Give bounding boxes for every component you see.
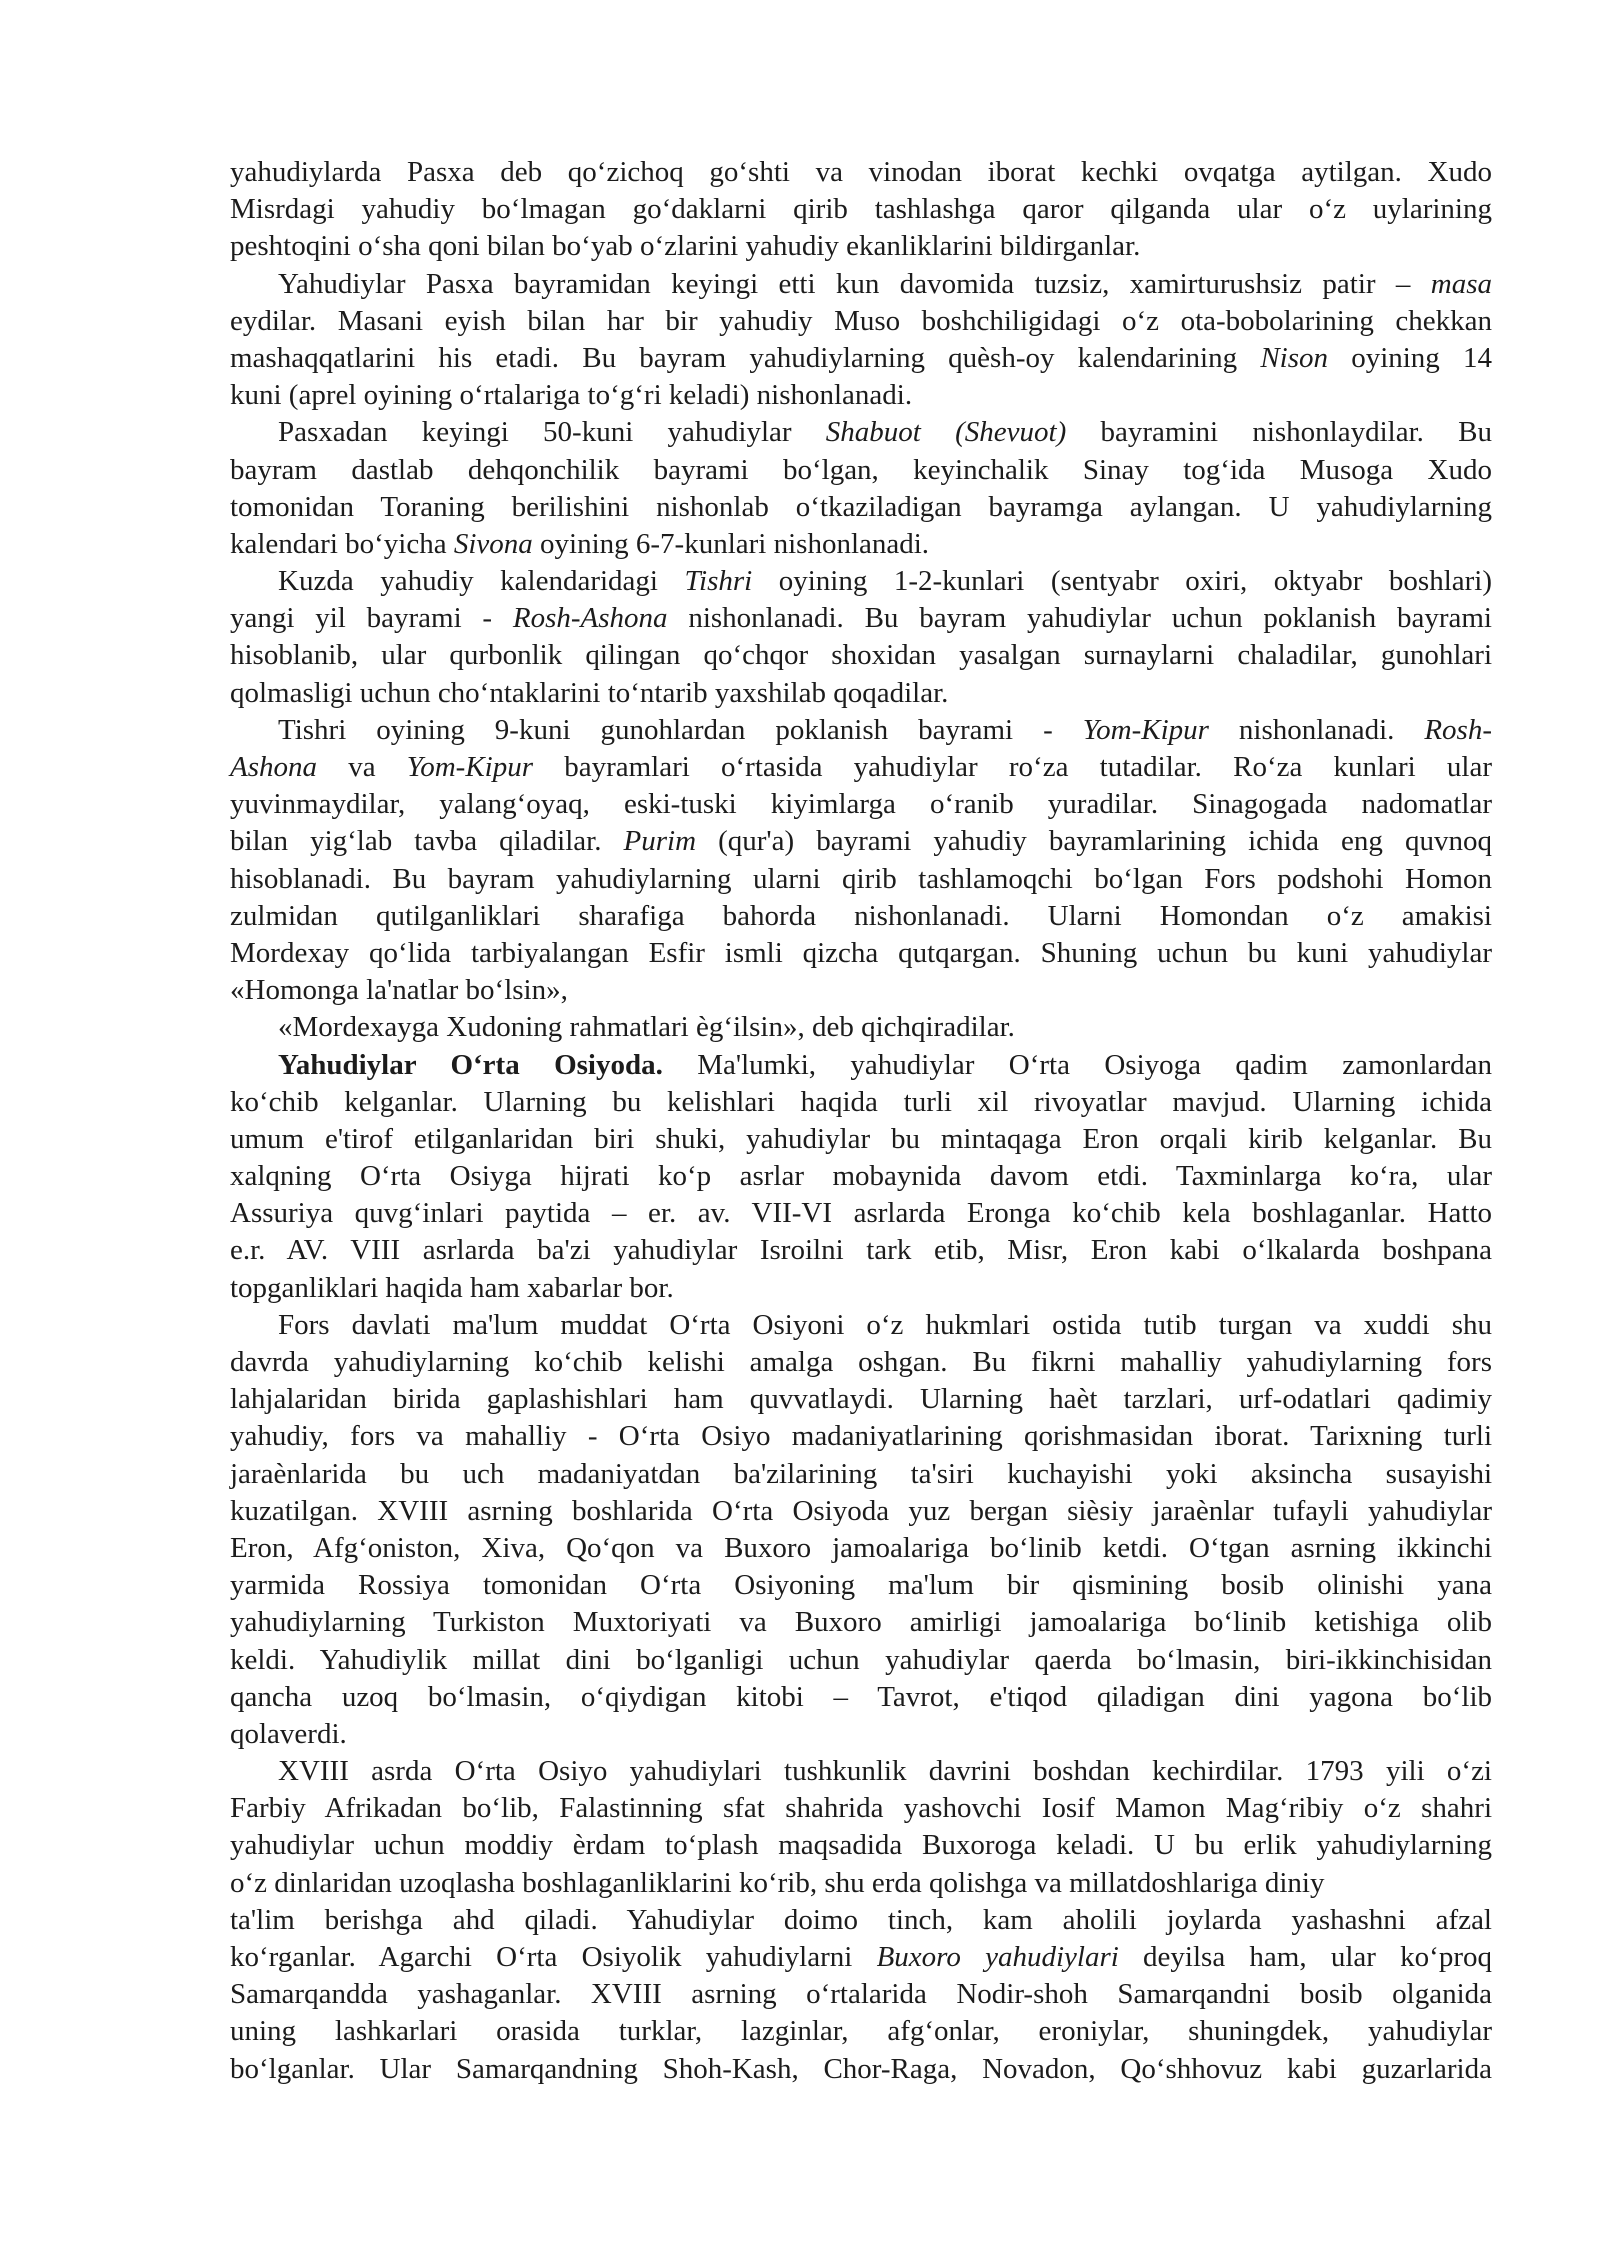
text-line	[230, 1121, 1492, 1158]
text-line	[230, 1418, 1492, 1455]
text-run: ko‘rganlar. Agarchi O‘rta Osiyolik yahudiylarni	[230, 1941, 877, 1973]
paragraph-first-line	[230, 266, 1492, 303]
text-line	[230, 1158, 1492, 1195]
text-run: umum e'tirof etilganlaridan biri shuki, yahudiylar bu mintaqaga Eron orqali kirib kelganlar. Bu	[230, 1122, 1492, 1155]
text-run: kuzatilgan. XVIII asrning boshlarida O‘rta Osiyoda yuz bergan sièsiy jaraènlar tufayli yahudiylar	[230, 1494, 1492, 1527]
text-line	[230, 1604, 1492, 1641]
text-line	[230, 1679, 1492, 1716]
text-line	[230, 1902, 1492, 1939]
text-line	[230, 303, 1492, 340]
text-run: Farbiy Afrikadan bo‘lib, Falastinning sfat shahrida yashovchi Iosif Mamon Mag‘ribiy o‘z shahri	[230, 1792, 1492, 1825]
text-line	[230, 823, 1492, 860]
text-run: Misrdagi yahudiy bo‘lmagan go‘daklarni qirib tashlashga qaror qilganda ular o‘z uylarining	[230, 193, 1492, 226]
text-run: davrda yahudiylarning ko‘chib kelishi amalga oshgan. Bu fikrni mahalliy yahudiylarning fors	[230, 1346, 1492, 1378]
text-run: hisoblanib, ular qurbonlik qilingan qo‘chqor shoxidan yasalgan surnaylarni chaladilar, gunohlari	[230, 639, 1492, 672]
text-line	[230, 898, 1492, 935]
text-run: yahudiylar uchun moddiy èrdam to‘plash maqsadida Buxoroga keladi. U bu erlik yahudiylarning	[230, 1829, 1492, 1862]
paragraph-first-line	[230, 1047, 1492, 1084]
text-run: kalendari bo‘yicha	[230, 527, 454, 560]
text-run: ko‘chib kelganlar. Ularning bu kelishlari haqida turli xil rivoyatlar mavjud. Ularning ichida	[230, 1085, 1492, 1118]
text-line	[230, 1530, 1492, 1567]
text-run: qolmasligi uchun cho‘ntaklarini to‘ntarib yaxshilab qoqadilar.	[230, 676, 949, 709]
text-run: qancha uzoq bo‘lmasin, o‘qiydigan kitobi – Tavrot, e'tiqod qiladigan dini yagona bo‘lib	[230, 1680, 1492, 1713]
text-run: zulmidan qutilganliklari sharafiga bahorda nishonlanadi. Ularni Homondan o‘z amakisi	[230, 899, 1492, 932]
text-line	[230, 340, 1492, 377]
text-run: «Homonga la'natlar bo‘lsin»,	[230, 974, 568, 1007]
text-run: lahjalaridan birida gaplashishlari ham quvvatlaydi. Ularning haèt tarzlari, urf-odatlari qadimiy	[230, 1383, 1492, 1416]
text-run: Fors davlati ma'lum muddat O‘rta Osiyoni o‘z hukmlari ostida tutib turgan va xuddi shu	[278, 1308, 1492, 1341]
text-run: bayramlari o‘rtasida yahudiylar ro‘za tutadilar. Ro‘za kunlari ular	[533, 751, 1492, 783]
text-line	[230, 1195, 1492, 1232]
text-line	[230, 675, 1492, 712]
text-line	[230, 972, 1492, 1009]
text-line	[230, 1939, 1492, 1976]
text-line	[230, 154, 1492, 191]
paragraph-first-line	[230, 712, 1492, 749]
text-run: uning lashkarlari orasida turklar, lazginlar, afg‘onlar, eroniylar, shuningdek, yahudiylar	[230, 2015, 1492, 2048]
text-run: oyining 1-2-kunlari (sentyabr oxiri, oktyabr boshlari)	[752, 565, 1492, 598]
text-run: jaraènlarida bu uch madaniyatdan ba'zilarining ta'siri kuchayishi yoki aksincha susayishi	[230, 1457, 1492, 1490]
italic-term: Sivona	[453, 527, 533, 560]
italic-term: Purim	[623, 825, 697, 858]
text-line	[230, 2013, 1492, 2050]
text-line	[230, 749, 1492, 786]
text-run: yarmida Rossiya tomonidan O‘rta Osiyoning ma'lum bir qismining bosib olinishi yana	[230, 1569, 1492, 1602]
text-line	[230, 600, 1492, 637]
text-run: XVIII asrda O‘rta Osiyo yahudiylari tushkunlik davrini boshdan kechirdilar. 1793 yili o‘zi	[278, 1755, 1492, 1788]
text-run: bilan yig‘lab tavba qiladilar.	[230, 825, 624, 858]
text-run: e.r. AV. VIII asrlarda ba'zi yahudiylar Isroilni tark etib, Misr, Eron kabi o‘lkalarda boshpana	[230, 1234, 1492, 1267]
text-line	[230, 191, 1492, 228]
text-run: tomonidan Toraning berilishini nishonlab o‘tkaziladigan bayramga aylangan. U yahudiylarning	[230, 490, 1492, 523]
text-run: (qur'a) bayrami yahudiy bayramlarining ichida eng quvnoq	[696, 825, 1492, 858]
text-line	[230, 1493, 1492, 1530]
text-line	[230, 1642, 1492, 1679]
text-run: xalqning O‘rta Osiyga hijrati ko‘p asrlar mobaynida davom etdi. Taxminlarga ko‘ra, ular	[230, 1160, 1492, 1193]
text-line	[230, 228, 1492, 265]
paragraph-first-line	[230, 1009, 1492, 1046]
text-line	[230, 1270, 1492, 1307]
paragraph-first-line	[230, 1753, 1492, 1790]
text-run: «Mordexayga Xudoning rahmatlari èg‘ilsin», deb qichqiradilar.	[278, 1011, 1015, 1044]
text-run: yahudiylarda Pasxa deb qo‘zichoq go‘shti va vinodan iborat kechki ovqatga aytilgan. Xudo	[230, 156, 1492, 188]
italic-term: Tishri	[684, 565, 753, 598]
italic-term: Nison	[1260, 341, 1328, 374]
text-run: deyilsa ham, ular ko‘proq	[1118, 1941, 1492, 1973]
text-run: eydilar. Masani eyish bilan har bir yahudiy Muso boshchiligidagi o‘z ota-bobolarining chekkan	[230, 304, 1492, 337]
text-line	[230, 1976, 1492, 2013]
text-run: Yahudiylar Pasxa bayramidan keyingi etti kun davomida tuzsiz, xamirturushsiz patir –	[278, 267, 1431, 300]
text-run: oyining 14	[1328, 341, 1492, 374]
text-run: Samarqandda yashaganlar. XVIII asrning o‘rtalarida Nodir-shoh Samarqandni bosib olganida	[230, 1978, 1492, 2011]
text-run: nishonlanadi. Bu bayram yahudiylar uchun poklanish bayrami	[667, 602, 1492, 635]
text-line	[230, 1790, 1492, 1827]
italic-term: Yom-Kipur	[1082, 713, 1209, 746]
italic-term: Rosh-Ashona	[512, 602, 668, 635]
text-line	[230, 1865, 1492, 1902]
text-run: kuni (aprel oyining o‘rtalariga to‘g‘ri keladi) nishonlanadi.	[230, 379, 913, 412]
text-run: bayram dastlab dehqonchilik bayrami bo‘lgan, keyinchalik Sinay tog‘ida Musoga Xudo	[230, 453, 1492, 486]
text-line	[230, 489, 1492, 526]
text-run: qolaverdi.	[230, 1717, 347, 1750]
text-line	[230, 1827, 1492, 1864]
text-run: Assuriya quvg‘inlari paytida – er. av. VII-VI asrlarda Eronga ko‘chib kela boshlaganlar. Hatto	[230, 1197, 1492, 1230]
text-run: hisoblanadi. Bu bayram yahudiylarning ularni qirib tashlamoqchi bo‘lgan Fors podshohi Homon	[230, 862, 1492, 895]
text-line	[230, 935, 1492, 972]
text-run: Mordexay qo‘lida tarbiyalangan Esfir ismli qizcha qutqargan. Shuning uchun bu kuni yahudiylar	[230, 936, 1492, 969]
paragraph-first-line	[230, 414, 1492, 451]
text-line	[230, 1567, 1492, 1604]
text-line	[230, 786, 1492, 823]
italic-term: masa	[1430, 267, 1492, 300]
text-line	[230, 1456, 1492, 1493]
text-line	[230, 526, 1492, 563]
text-run: yahudiy, fors va mahalliy - O‘rta Osiyo madaniyatlarining qorishmasidan iborat. Tarixning turli	[230, 1420, 1492, 1453]
text-run: mashaqqatlarini his etadi. Bu bayram yahudiylarning quèsh-oy kalendarining	[230, 341, 1261, 374]
text-run: Tishri oyining 9-kuni gunohlardan poklanish bayrami -	[278, 713, 1083, 746]
text-run: yahudiylarning Turkiston Muxtoriyati va Buxoro amirligi jamoalariga bo‘linib ketishiga olib	[230, 1606, 1492, 1639]
paragraph-first-line	[230, 1307, 1492, 1344]
text-run: o‘z dinlaridan uzoqlasha boshlaganliklarini ko‘rib, shu erda qolishga va millatdoshlariga diniy	[230, 1866, 1325, 1899]
text-run: keldi. Yahudiylik millat dini bo‘lganligi uchun yahudiylar qaerda bo‘lmasin, biri-ikkinchisidan	[230, 1643, 1492, 1676]
text-run: yuvinmaydilar, yalang‘oyaq, eski-tuski kiyimlarga o‘ranib yuradilar. Sinagogada nadomatlar	[230, 788, 1492, 821]
section-heading: Yahudiylar O‘rta Osiyoda.	[278, 1048, 663, 1081]
text-run: topganliklari haqida ham xabarlar bor.	[230, 1271, 674, 1304]
italic-term: Ashona	[230, 751, 317, 783]
italic-term: Buxoro yahudiylari	[876, 1941, 1119, 1973]
text-line	[230, 1344, 1492, 1381]
text-run: oyining 6-7-kunlari nishonlanadi.	[532, 527, 930, 560]
text-line	[230, 1232, 1492, 1269]
text-run: peshtoqini o‘sha qoni bilan bo‘yab o‘zlarini yahudiy ekanliklarini bildirganlar.	[230, 230, 1141, 263]
text-line	[230, 452, 1492, 489]
text-run: Kuzda yahudiy kalendaridagi	[278, 565, 685, 598]
text-run: Eron, Afg‘oniston, Xiva, Qo‘qon va Buxoro jamoalariga bo‘linib ketdi. O‘tgan asrning ikkinchi	[230, 1531, 1492, 1564]
text-run: yangi yil bayrami -	[230, 602, 513, 635]
italic-term: Shabuot (Shevuot)	[825, 416, 1067, 449]
text-run: bo‘lganlar. Ular Samarqandning Shoh-Kash, Chor-Raga, Novadon, Qo‘shhovuz kabi guzarlarida	[230, 2052, 1492, 2085]
text-line	[230, 377, 1492, 414]
text-line	[230, 637, 1492, 674]
text-run: Pasxadan keyingi 50-kuni yahudiylar	[278, 416, 826, 449]
text-run: bayramini nishonlaydilar. Bu	[1066, 416, 1492, 449]
text-line	[230, 1716, 1492, 1753]
text-run: Ma'lumki, yahudiylar O‘rta Osiyoga qadim zamonlardan	[662, 1048, 1492, 1081]
text-run: va	[317, 751, 407, 783]
text-line	[230, 2051, 1492, 2088]
text-run: ta'lim berishga ahd qiladi. Yahudiylar doimo tinch, kam aholili joylarda yashashni afzal	[230, 1903, 1492, 1936]
italic-term: Rosh-	[1424, 713, 1493, 746]
text-line	[230, 1084, 1492, 1121]
text-line	[230, 1381, 1492, 1418]
paragraph-first-line	[230, 563, 1492, 600]
italic-term: Yom-Kipur	[406, 751, 534, 783]
body-text	[230, 154, 1492, 2088]
text-line	[230, 861, 1492, 898]
text-run: nishonlanadi.	[1208, 713, 1425, 746]
